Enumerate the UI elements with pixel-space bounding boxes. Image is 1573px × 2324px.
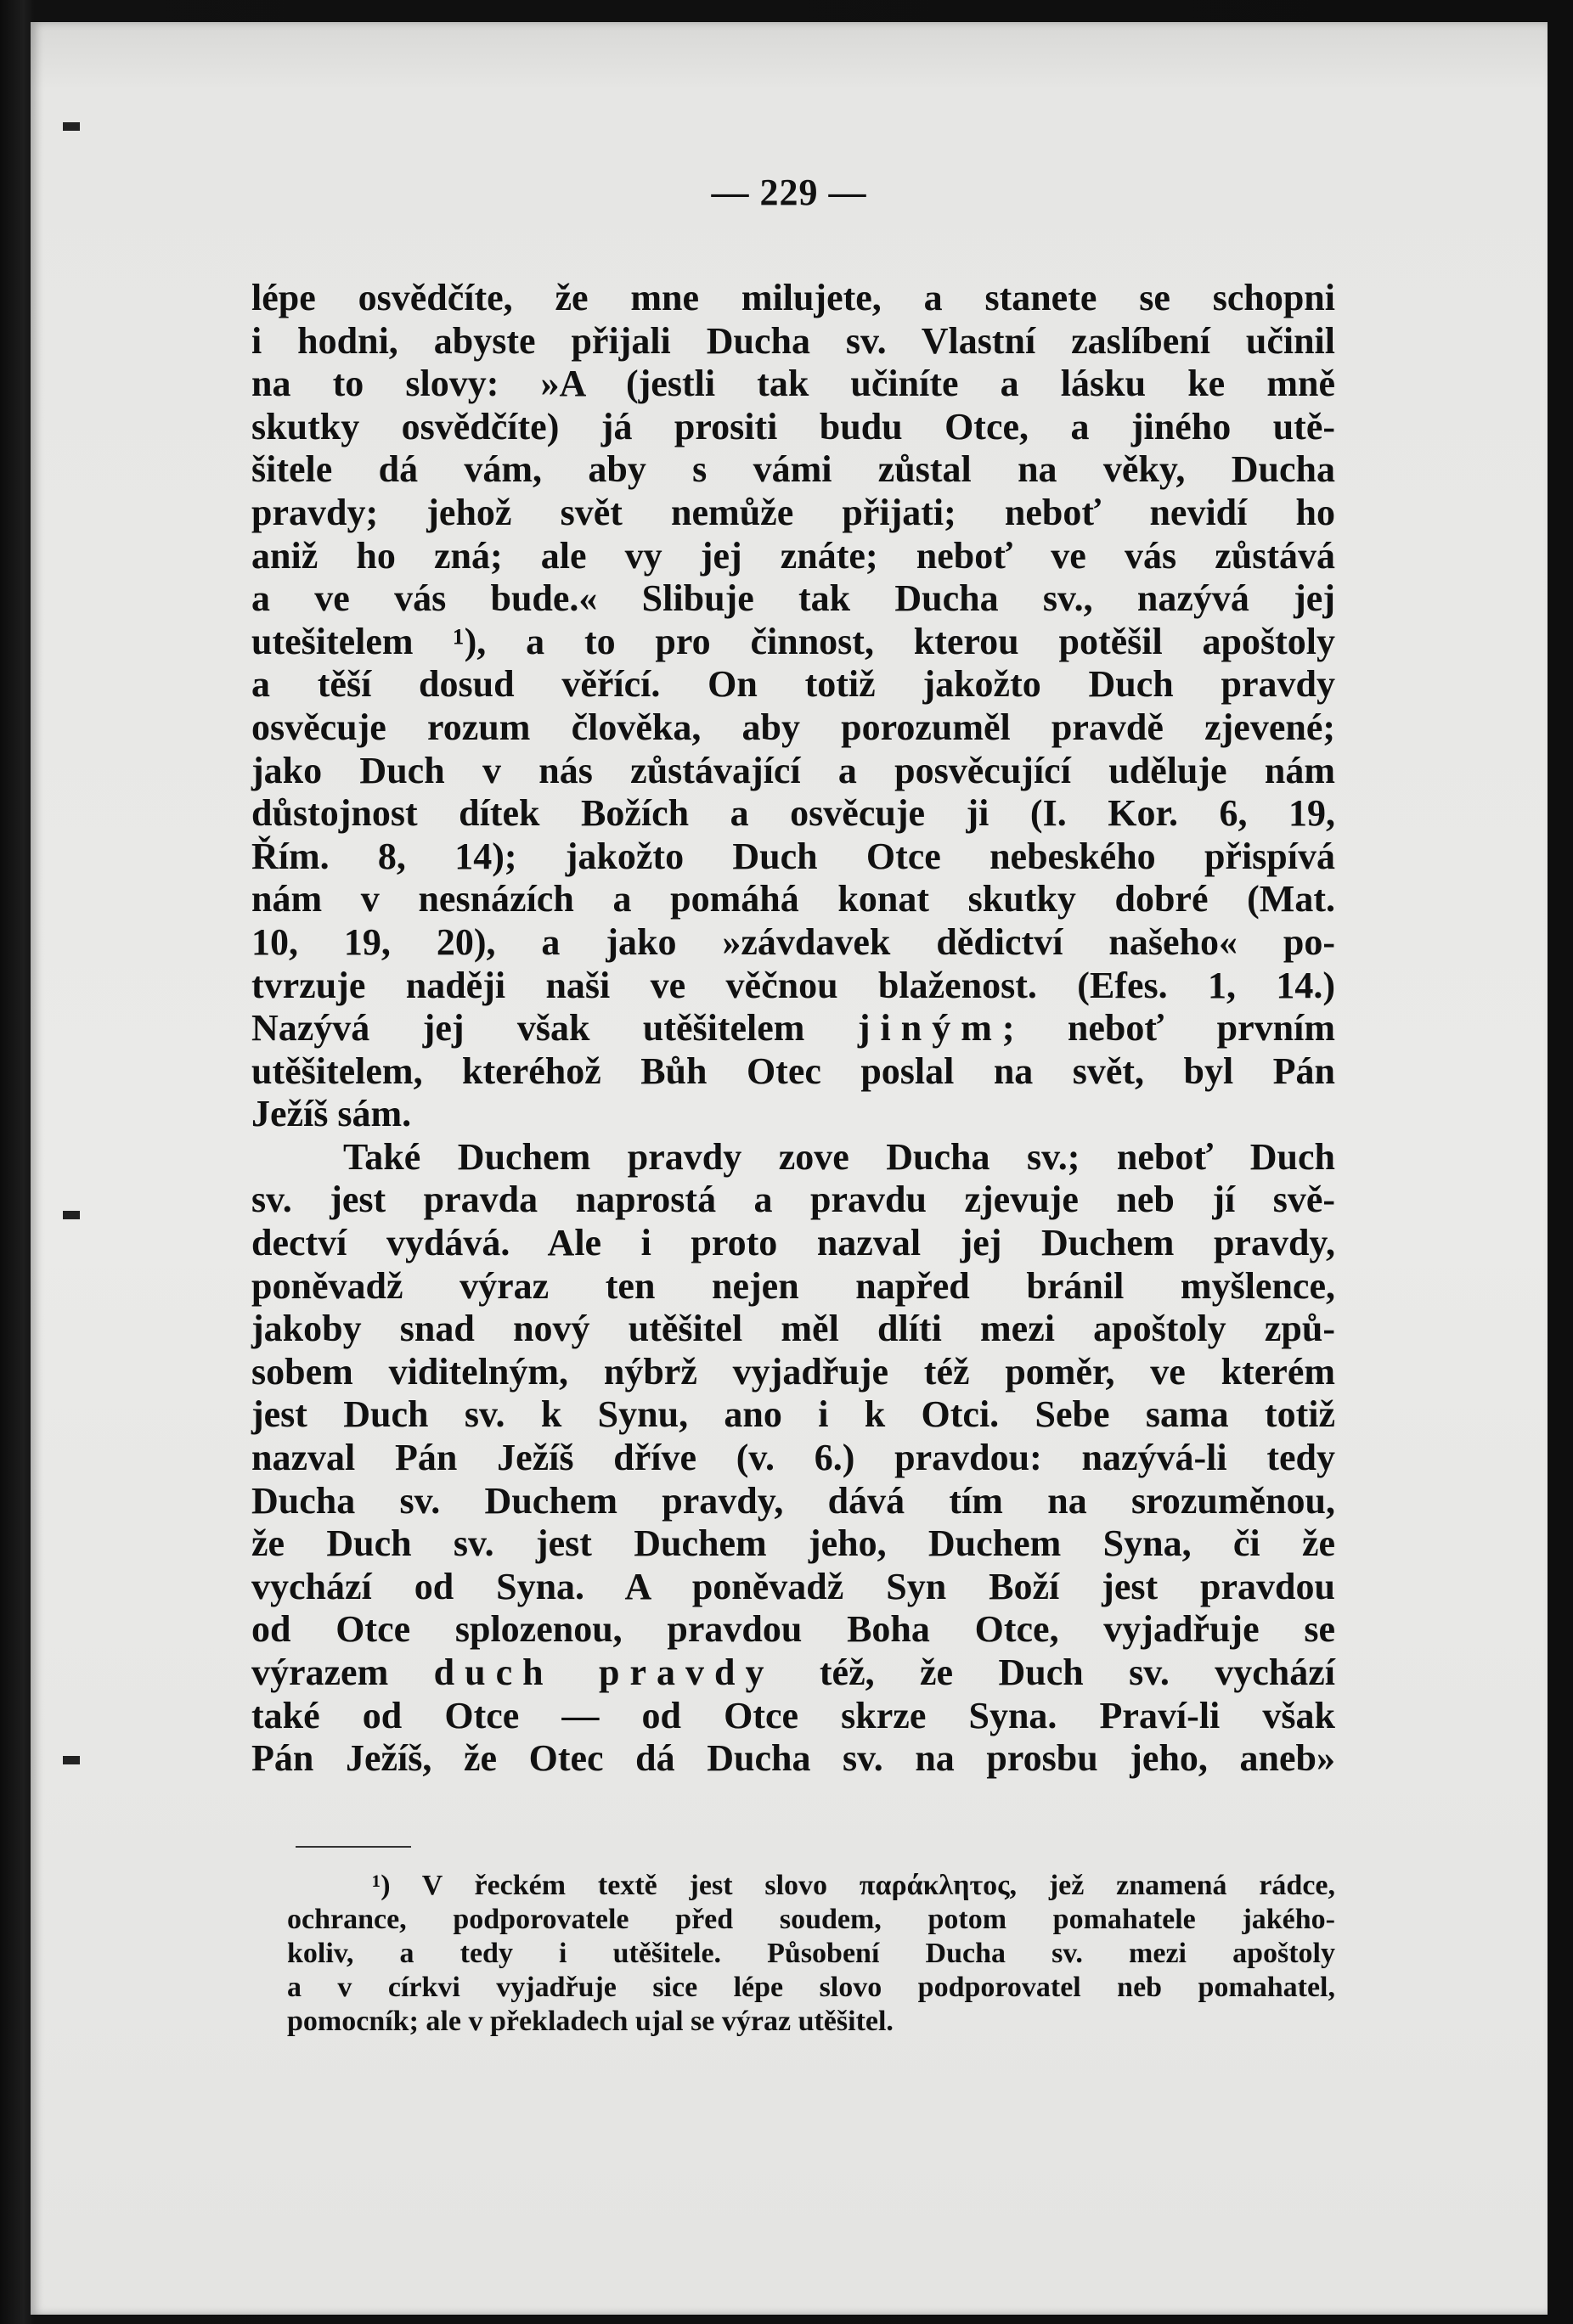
text-line: Ducha sv. Duchem pravdy, dává tím na srozuměnou, [251, 1479, 1335, 1522]
page-number: — 229 — [711, 172, 867, 213]
text-line: Pán Ježíš, že Otec dá Ducha sv. na prosbu jeho, aneb» [251, 1737, 1335, 1780]
text-line: nám v nesnázích a pomáhá konat skutky dobré (Mat. [251, 878, 1335, 920]
text-line: Ježíš sám. [251, 1093, 412, 1135]
text-line: utešitelem ¹), a to pro činnost, kterou potěšil apoštoly [251, 620, 1335, 662]
footnote-line: ochrance, podporovatele před soudem, potom pomahatele jakého- [287, 1904, 1335, 1935]
footnote-line: koliv, a tedy i utěšitele. Působení Ducha sv. mezi apoštoly [287, 1938, 1335, 1969]
footnote-line: ¹) V řeckém textě jest slovo παράκλητος, jež znamená rádce, [372, 1870, 1335, 1901]
text-line: pravdy; jehož svět nemůže přijati; neboť nevidí ho [251, 491, 1335, 533]
text-line: utěšitelem, kteréhož Bůh Otec poslal na svět, byl Pán [251, 1049, 1335, 1092]
text-line-spaced [251, 1007, 1335, 1050]
text-line: jakoby snad nový utěšitel měl dlíti mezi apoštoly způ- [251, 1308, 1335, 1350]
spaced-word: pravdy [599, 1652, 775, 1693]
text-line: Také Duchem pravdy zove Ducha sv.; neboť Duch [343, 1135, 1335, 1178]
text-line-spaced [251, 1652, 1335, 1695]
footnote-line: a v církvi vyjadřuje sice lépe slovo podporovatel neb pomahatel, [287, 1972, 1335, 2003]
text-line: Řím. 8, 14); jakožto Duch Otce nebeského přispívá [251, 835, 1335, 877]
spaced-word: duch [433, 1652, 554, 1693]
text-line: poněvadž výraz ten nejen napřed bránil myšlence, [251, 1264, 1335, 1307]
main-text [251, 277, 1335, 1781]
text-fragment: ; neboť prvním [1001, 1007, 1335, 1049]
text-line: důstojnost dítek Božích a osvěcuje ji (I. Kor. 6, 19, [251, 792, 1335, 835]
text-line: lépe osvědčíte, že mne milujete, a stanete se schopni [251, 277, 1335, 318]
text-line: že Duch sv. jest Duchem jeho, Duchem Syna, či že [251, 1522, 1335, 1565]
text-fragment: výrazem [251, 1652, 389, 1693]
footnotes [287, 1869, 1335, 2039]
spaced-word: jiným [857, 1007, 1002, 1049]
text-line: aniž ho zná; ale vy jej znáte; neboť ve vás zůstává [251, 534, 1335, 577]
text-line: také od Otce — od Otce skrze Syna. Praví-li však [251, 1694, 1335, 1736]
text-fragment: též, že Duch sv. vychází [819, 1652, 1335, 1693]
text-line: skutky osvědčíte) já prositi budu Otce, a jiného utě- [251, 405, 1335, 447]
text-line: i hodni, abyste přijali Ducha sv. Vlastní zaslíbení učinil [251, 319, 1335, 362]
book-page [31, 22, 1548, 2315]
text-line: nazval Pán Ježíš dříve (v. 6.) pravdou: nazývá-li tedy [251, 1437, 1335, 1479]
text-line: sobem viditelným, nýbrž vyjadřuje též poměr, ve kterém [251, 1350, 1335, 1393]
text-line: a ve vás bude.« Slibuje tak Ducha sv., nazývá jej [251, 577, 1335, 620]
text-line: jest Duch sv. k Synu, ano i k Otci. Sebe sama totiž [251, 1393, 1335, 1436]
text-line: dectví vydává. Ale i proto nazval jej Duchem pravdy, [251, 1222, 1335, 1264]
footnote-divider [296, 1846, 411, 1848]
text-line: tvrzuje naději naši ve věčnou blaženost. (Efes. 1, 14.) [251, 964, 1335, 1006]
text-line: na to slovy: »A (jestli tak učiníte a lásku ke mně [251, 363, 1335, 405]
text-line: šitele dá vám, aby s vámi zůstal na věky, Ducha [251, 448, 1335, 491]
footnote-line: pomocník; ale v překladech ujal se výraz utěšitel. [287, 2006, 894, 2037]
text-line: jako Duch v nás zůstávající a posvěcující uděluje nám [251, 749, 1335, 791]
text-line: osvěcuje rozum člověka, aby porozuměl pravdě zjevené; [251, 706, 1335, 748]
text-line: 10, 19, 20), a jako »závdavek dědictví našeho« po- [251, 920, 1335, 963]
text-line: sv. jest pravda naprostá a pravdu zjevuje neb jí svě- [251, 1179, 1335, 1221]
text-line: vychází od Syna. A poněvadž Syn Boží jest pravdou [251, 1565, 1335, 1607]
text-line: od Otce splozenou, pravdou Boha Otce, vyjadřuje se [251, 1608, 1335, 1651]
text-fragment: Nazývá jej však utěšitelem [251, 1007, 805, 1049]
text-line: a těší dosud věřící. On totiž jakožto Duch pravdy [251, 663, 1335, 706]
